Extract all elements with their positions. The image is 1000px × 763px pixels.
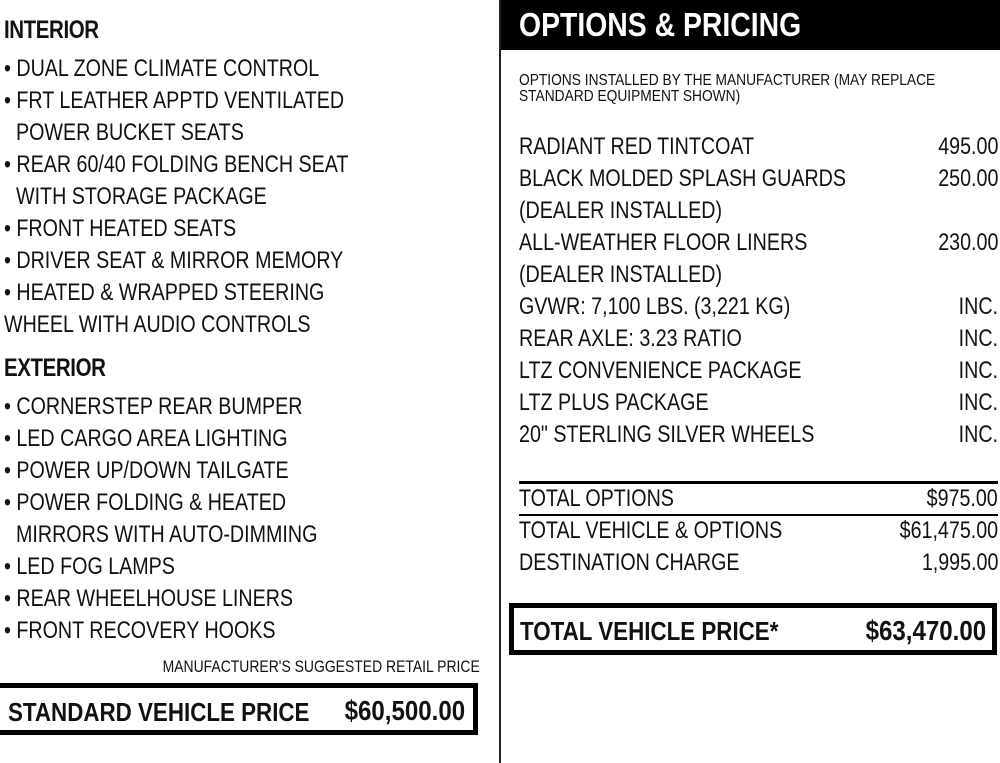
exterior-feature: • FRONT RECOVERY HOOKS	[4, 617, 276, 644]
interior-feature-continued: POWER BUCKET SEATS	[16, 119, 244, 146]
total-price-label: TOTAL VEHICLE PRICE*	[520, 616, 779, 646]
standard-price-box	[0, 683, 478, 735]
option-label: BLACK MOLDED SPLASH GUARDS	[519, 165, 847, 192]
options-note-line: OPTIONS INSTALLED BY THE MANUFACTURER (MAY REPLACE	[519, 72, 936, 89]
option-row	[519, 293, 998, 325]
interior-feature-continued: WHEEL WITH AUDIO CONTROLS	[4, 311, 311, 338]
option-price: INC.	[958, 357, 998, 384]
option-row	[519, 229, 998, 261]
option-price: 230.00	[937, 229, 998, 256]
interior-feature: • FRONT HEATED SEATS	[4, 215, 237, 242]
option-label: 20" STERLING SILVER WHEELS	[519, 421, 815, 448]
standard-price-label: STANDARD VEHICLE PRICE	[8, 697, 310, 727]
interior-feature: • FRT LEATHER APPTD VENTILATED	[4, 87, 345, 114]
option-label: LTZ CONVENIENCE PACKAGE	[519, 357, 802, 384]
msrp-note: MANUFACTURER'S SUGGESTED RETAIL PRICE	[162, 657, 480, 676]
interior-heading: INTERIOR	[4, 16, 99, 44]
option-label: REAR AXLE: 3.23 RATIO	[519, 325, 742, 352]
interior-feature: • DUAL ZONE CLIMATE CONTROL	[4, 55, 320, 82]
option-row	[519, 325, 998, 357]
options-note	[519, 73, 935, 105]
destination-charge-label: DESTINATION CHARGE	[519, 549, 740, 576]
total-vehicle-options-row	[519, 517, 998, 549]
option-row	[519, 261, 998, 293]
exterior-feature: • POWER FOLDING & HEATED	[4, 489, 287, 516]
options-header-bar	[501, 0, 1000, 50]
destination-charge-value: 1,995.00	[921, 549, 998, 576]
option-row	[519, 421, 998, 453]
exterior-feature-continued: MIRRORS WITH AUTO-DIMMING	[16, 521, 318, 548]
interior-feature: • HEATED & WRAPPED STEERING	[4, 279, 325, 306]
option-row	[519, 133, 998, 165]
option-row	[519, 165, 998, 197]
option-label: (DEALER INSTALLED)	[519, 261, 723, 288]
option-label: (DEALER INSTALLED)	[519, 197, 723, 224]
standard-price-value: $60,500.00	[344, 695, 465, 726]
total-options-value: $975.00	[926, 485, 998, 512]
option-label: GVWR: 7,100 LBS. (3,221 KG)	[519, 293, 791, 320]
options-title: OPTIONS & PRICING	[519, 6, 802, 43]
option-label: RADIANT RED TINTCOAT	[519, 133, 755, 160]
exterior-feature: • LED FOG LAMPS	[4, 553, 175, 580]
standard-equipment-column	[0, 0, 498, 763]
option-row	[519, 197, 998, 229]
total-price-box	[509, 603, 997, 655]
option-price: INC.	[958, 325, 998, 352]
options-pricing-column	[501, 0, 1000, 763]
exterior-feature: • REAR WHEELHOUSE LINERS	[4, 585, 294, 612]
total-options-label: TOTAL OPTIONS	[519, 485, 674, 512]
option-label: ALL-WEATHER FLOOR LINERS	[519, 229, 808, 256]
option-price: 495.00	[937, 133, 998, 160]
totals-mid-rule	[519, 514, 998, 516]
total-options-row	[519, 485, 998, 517]
options-note-line: STANDARD EQUIPMENT SHOWN)	[519, 88, 741, 105]
option-price: INC.	[958, 389, 998, 416]
exterior-heading: EXTERIOR	[4, 354, 106, 382]
interior-feature-continued: WITH STORAGE PACKAGE	[16, 183, 267, 210]
total-price-value: $63,470.00	[865, 615, 986, 646]
exterior-feature: • CORNERSTEP REAR BUMPER	[4, 393, 303, 420]
total-vehicle-options-value: $61,475.00	[899, 517, 998, 544]
interior-feature: • REAR 60/40 FOLDING BENCH SEAT	[4, 151, 349, 178]
option-price: INC.	[958, 293, 998, 320]
option-price: INC.	[958, 421, 998, 448]
option-price: 250.00	[937, 165, 998, 192]
option-row	[519, 389, 998, 421]
exterior-feature: • POWER UP/DOWN TAILGATE	[4, 457, 289, 484]
destination-charge-row	[519, 549, 998, 581]
interior-feature: • DRIVER SEAT & MIRROR MEMORY	[4, 247, 344, 274]
option-label: LTZ PLUS PACKAGE	[519, 389, 709, 416]
option-row	[519, 357, 998, 389]
totals-top-rule	[519, 481, 998, 484]
total-vehicle-options-label: TOTAL VEHICLE & OPTIONS	[519, 517, 783, 544]
exterior-feature: • LED CARGO AREA LIGHTING	[4, 425, 288, 452]
